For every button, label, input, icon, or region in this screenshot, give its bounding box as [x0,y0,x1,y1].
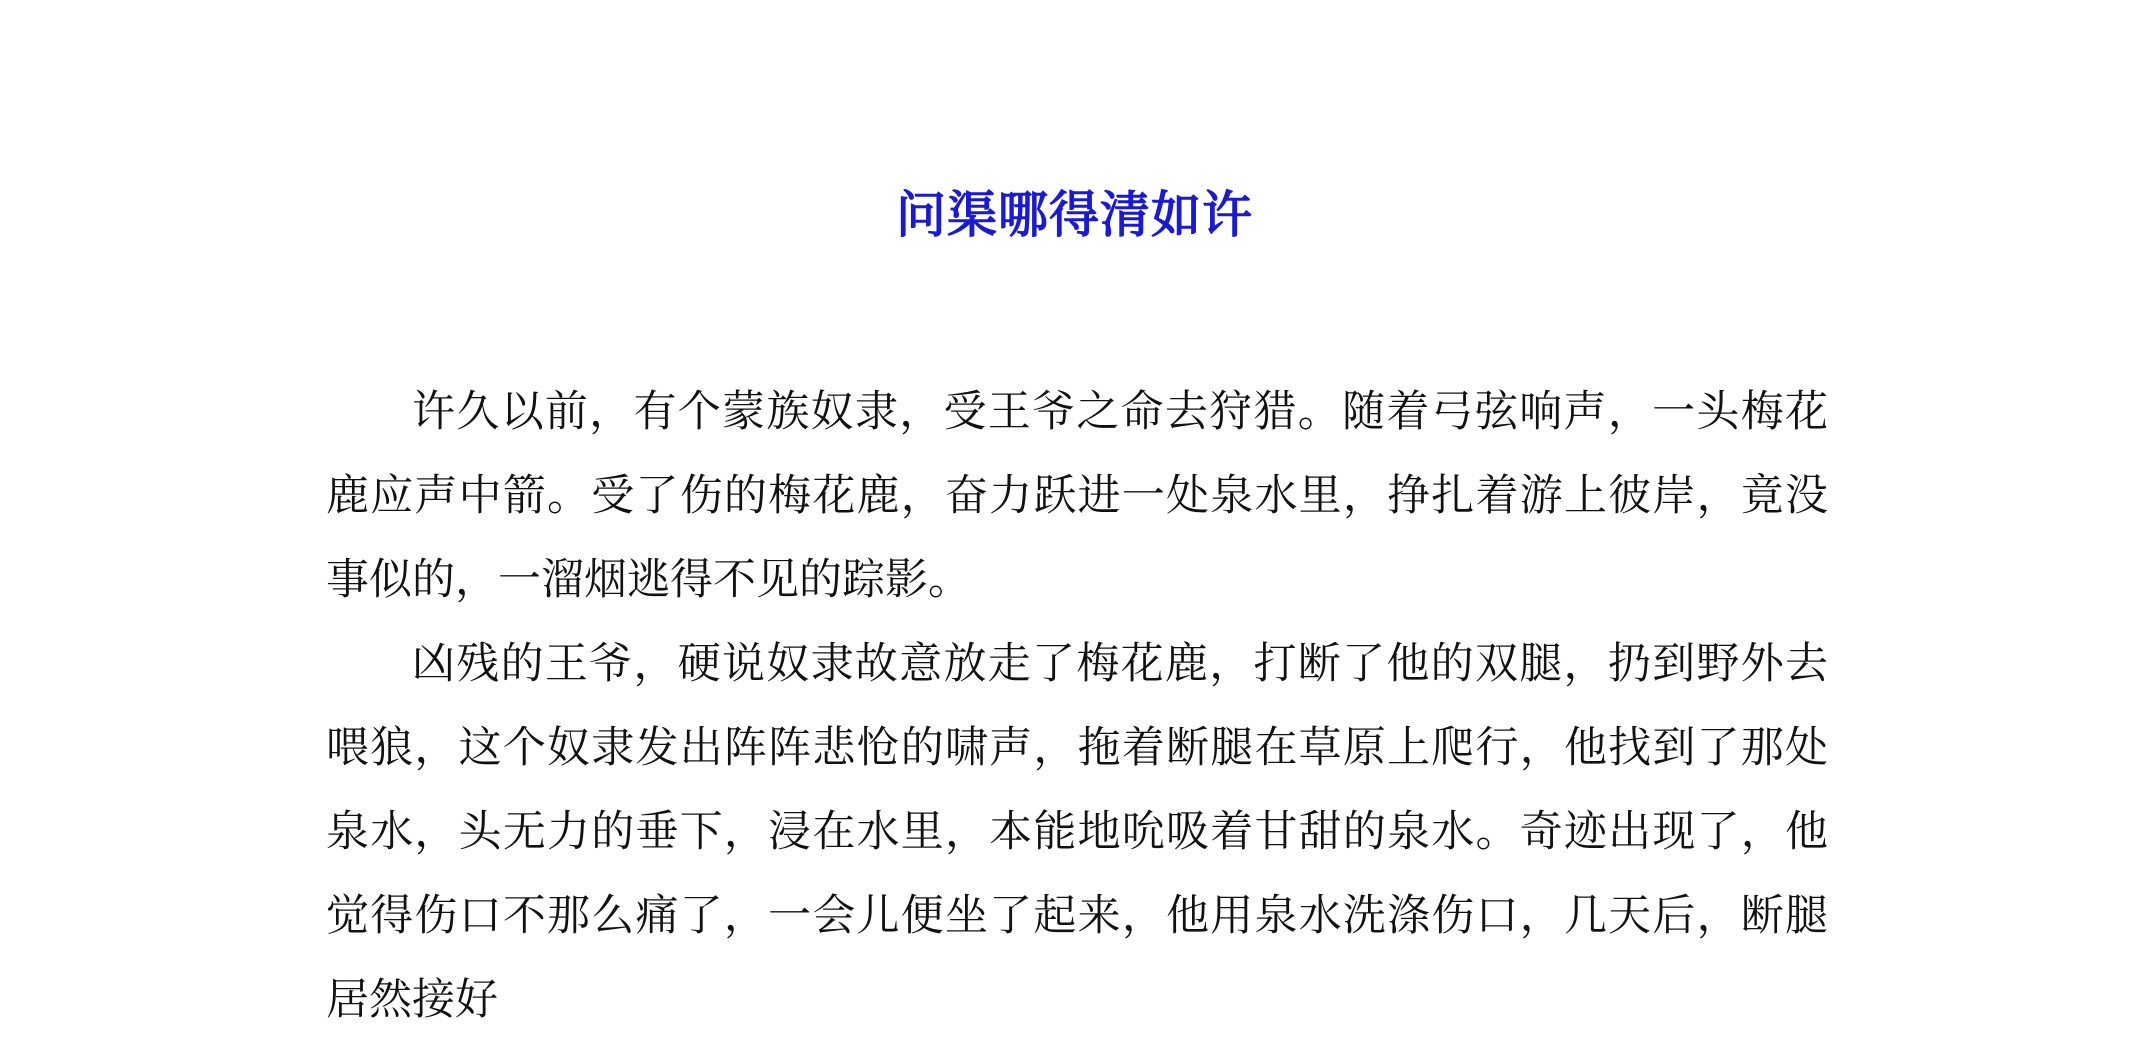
document-title: 问渠哪得清如许 [896,185,1253,244]
paragraph: 凶残的王爷，硬说奴隶故意放走了梅花鹿，打断了他的双腿，扔到野外去喂狼，这个奴隶发出阵阵悲怆的啸声，拖着断腿在草原上爬行，他找到了那处泉水，头无力的垂下，浸在水里，本能地吮吸着甘甜的泉水。奇迹出现了，他觉得伤口不那么痛了，一会儿便坐了起来，他用泉水洗涤伤口，几天后，断腿居然接好 [326,639,1828,1025]
document-body [326,370,1828,1042]
paragraph: 许久以前，有个蒙族奴隶，受王爷之命去狩猎。随着弓弦响声，一头梅花鹿应声中箭。受了伤的梅花鹿，奋力跃进一处泉水里，挣扎着游上彼岸，竟没事似的，一溜烟逃得不见的踪影。 [326,387,1828,605]
